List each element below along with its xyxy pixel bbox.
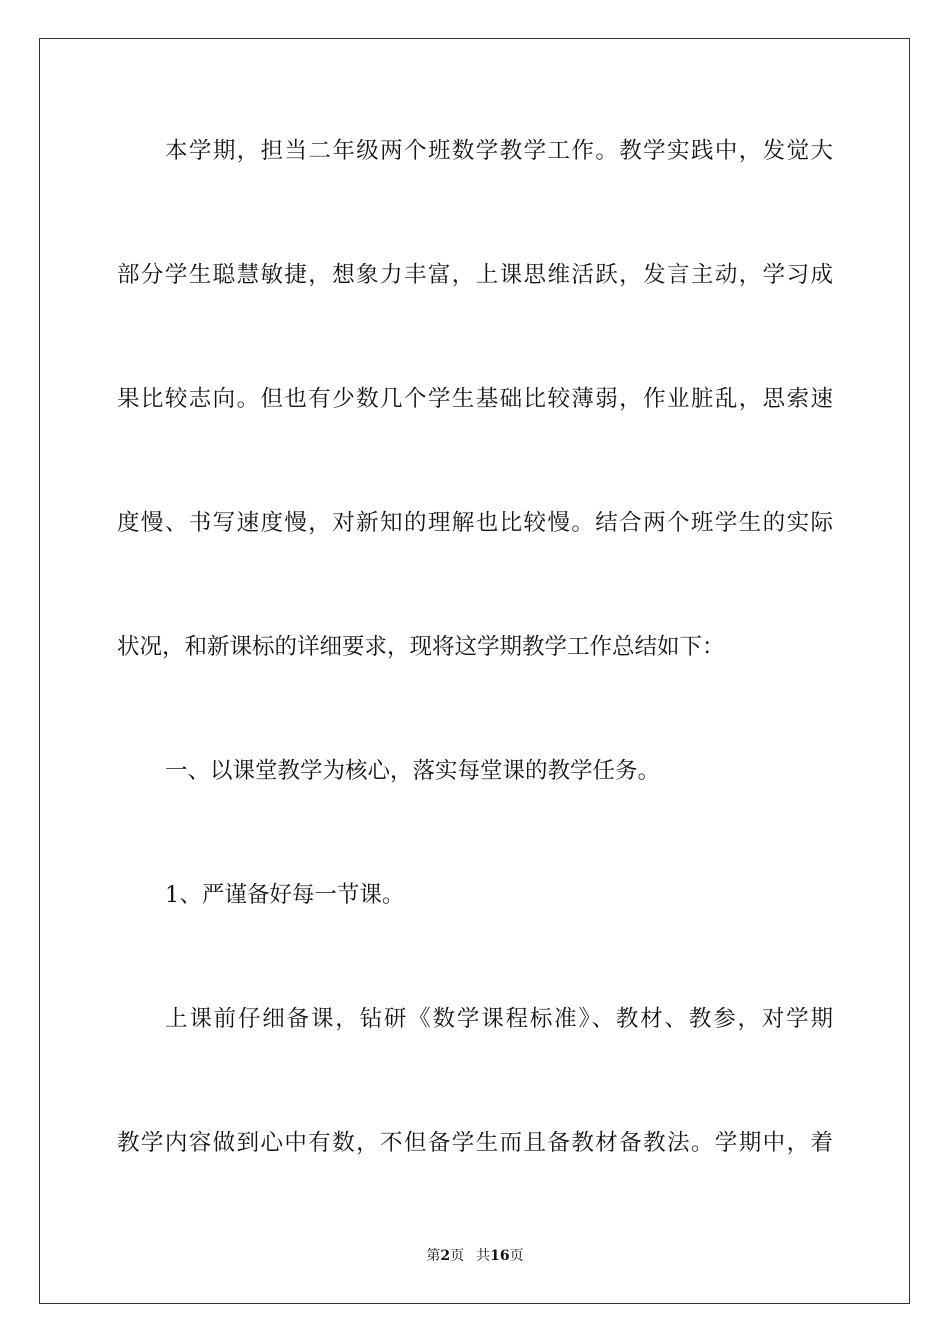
footer-total-prefix: 共	[476, 1248, 491, 1264]
paragraph-line-1: 本学期，担当二年级两个班数学教学工作。教学实践中，发觉大	[165, 138, 833, 164]
page-border	[39, 38, 910, 1304]
subsection-heading: 1、严谨备好每一节课。	[165, 882, 405, 908]
section-heading: 一、以课堂教学为核心，落实每堂课的教学任务。	[165, 758, 661, 784]
paragraph-line-6: 上课前仔细备课，钻研《数学课程标准》、教材、教参，对学期	[165, 1006, 833, 1032]
page-footer	[0, 1246, 950, 1266]
paragraph-line-7: 教学内容做到心中有数，不但备学生而且备教材备教法。学期中，着	[117, 1130, 833, 1156]
footer-total-suffix: 页	[509, 1248, 524, 1264]
paragraph-line-3: 果比较志向。但也有少数几个学生基础比较薄弱，作业脏乱，思索速	[117, 386, 833, 412]
paragraph-line-5: 状况，和新课标的详细要求，现将这学期教学工作总结如下：	[117, 634, 725, 660]
footer-page-total: 16	[490, 1248, 510, 1264]
paragraph-line-2: 部分学生聪慧敏捷，想象力丰富，上课思维活跃，发言主动，学习成	[117, 262, 833, 288]
footer-page-suffix: 页	[450, 1248, 465, 1264]
paragraph-line-4: 度慢、书写速度慢，对新知的理解也比较慢。结合两个班学生的实际	[117, 510, 833, 536]
footer-page-current: 2	[440, 1248, 451, 1264]
footer-page-prefix: 第	[426, 1248, 441, 1264]
